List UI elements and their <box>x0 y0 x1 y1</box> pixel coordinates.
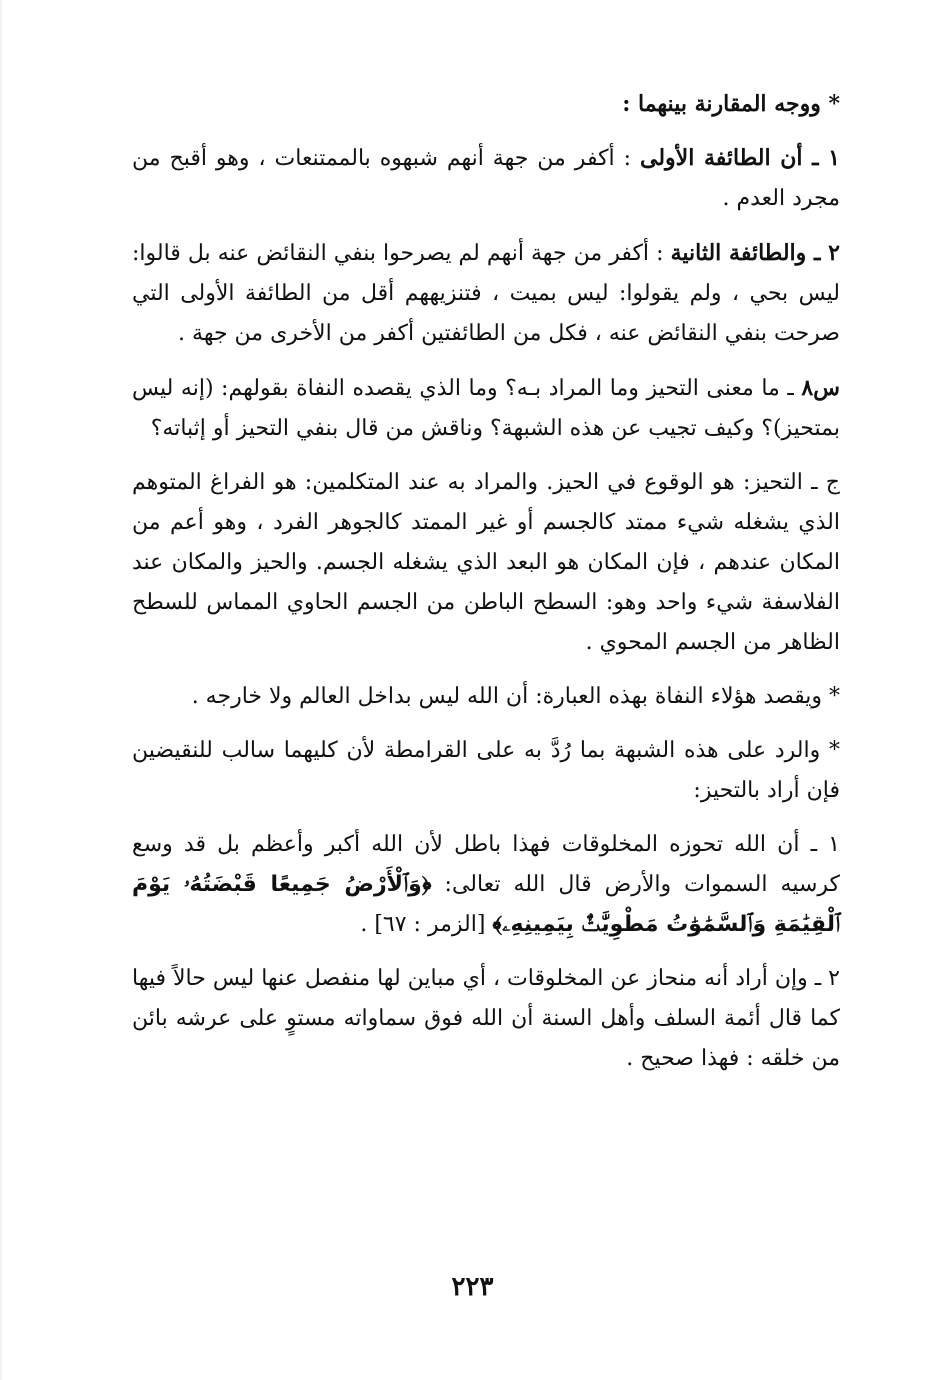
point-two: ٢ ـ وإن أراد أنه منحاز عن المخلوقات ، أي مباين لها منفصل عنها ليس حالاً فيها كما قال أئمة السلف وأهل السنة أن الله فوق سماواته مستوٍ على عرشه بائن من خلقه : فهذا صحيح . <box>132 966 840 1071</box>
page-edge-shadow <box>0 0 2 1380</box>
paragraph-text: : أكفر من جهة أنهم شبهوه بالممتنعات ، وهو أقبح من مجرد العدم . <box>132 146 840 211</box>
question-8 <box>132 368 840 449</box>
question-text: ـ ما معنى التحيز وما المراد بـه؟ وما الذي يقصده النفاة بقولهم: (إنه ليس بمتحيز)؟ وكيف تجيب عن هذه الشبهة؟ وناقش من قال بنفي التحيز أو إثباته؟ <box>132 376 840 441</box>
quran-verse: ﴿وَٱلْأَرْضُ جَمِيعًا قَبْضَتُهُۥ يَوْمَ ٱلْقِيَٰمَةِ وَٱلسَّمَٰوَٰتُ مَطْوِيَّٰتٌۢ بِيَمِينِهِۦ﴾ <box>132 872 840 937</box>
page-body <box>132 84 840 1093</box>
paragraph-reply: * والرد على هذه الشبهة بما رُدَّ به على القرامطة لأن كليهما سالب للنقيضين فإن أراد بالتحيز: <box>132 738 840 803</box>
page-number: ٢٢٣ <box>451 1272 494 1302</box>
paragraph-intent: * ويقصد هؤلاء النفاة بهذه العبارة: أن الله ليس بداخل العالم ولا خارجه . <box>191 684 840 709</box>
paragraph-lead: ١ ـ أن الطائفة الأولى <box>640 145 840 171</box>
paragraph-lead: ٢ ـ والطائفة الثانية <box>670 240 840 266</box>
section-heading: * ووجه المقارنة بينهما : <box>622 91 840 117</box>
paragraph-first-sect <box>132 138 840 219</box>
question-label: س٨ <box>801 375 840 401</box>
answer-paragraph: ج ـ التحيز: هو الوقوع في الحيز. والمراد به عند المتكلمين: هو الفراغ المتوهم الذي يشغله شيء ممتد كالجسم أو غير الممتد كالجوهر الفرد ، وهو أعم من المكان عندهم ، فإن المكان هو البعد الذي يشغله الجسم. والحيز والمكان عند الفلاسفة شيء واحد وهو: السطح الباطن من الجسم الحاوي المماس للسطح الظاهر من الجسم المحوي . <box>132 470 840 655</box>
paragraph-text: : أكفر من جهة أنهم لم يصرحوا بنفي النقائض عنه بل قالوا: ليس بحي ، ولم يقولوا: ليس بميت ، فتنزيههم أقل من الطائفة الأولى التي صرحت بنفي النقائض عنه ، فكل من الطائفتين أكفر من الأخرى من جهة . <box>132 241 840 346</box>
verse-reference: [الزمر : ٦٧] . <box>360 912 486 937</box>
point-one <box>132 825 840 945</box>
paragraph-second-sect <box>132 233 840 354</box>
point-text: ١ ـ أن الله تحوزه المخلوقات فهذا باطل لأن الله أكبر وأعظم بل قد وسع كرسيه السموات والأرض قال الله تعالى: <box>132 832 840 897</box>
